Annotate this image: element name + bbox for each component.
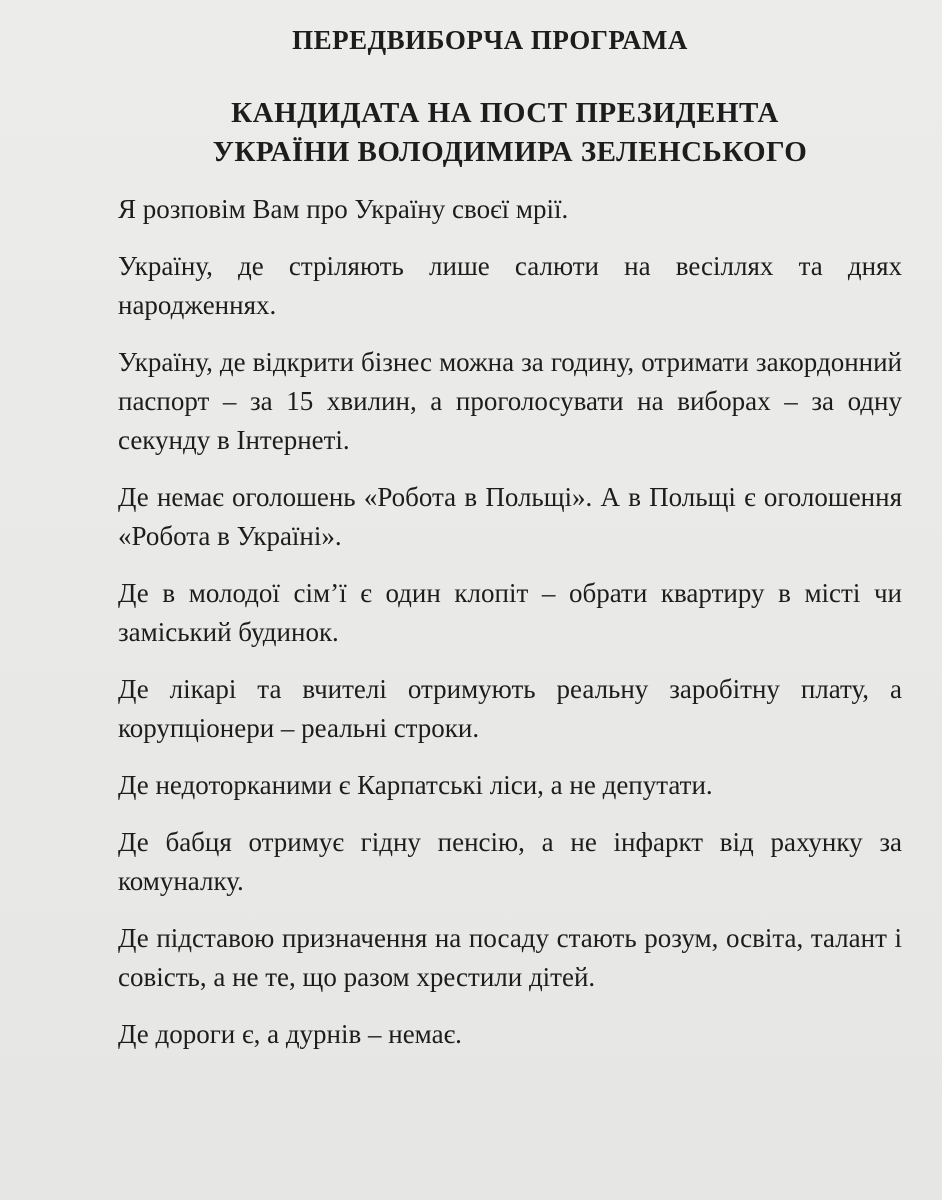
paragraph-final: Де дороги є, а дурнів – немає. <box>118 1018 462 1049</box>
paragraph: Де лікарі та вчителі отримують реальну заробітну плату, а корупціонери – реальні строки. <box>118 673 902 743</box>
document-title: ПЕРЕДВИБОРЧА ПРОГРАМА <box>292 25 688 55</box>
paragraph: Україну, де стріляють лише салюти на весіллях та днях народженнях. <box>118 250 902 320</box>
paragraph: Україну, де відкрити бізнес можна за годину, отримати закордонний паспорт – за 15 хвилин, а проголосувати на виборах – за одну секунду в Інтернеті. <box>118 346 902 455</box>
paragraph: Де підставою призначення на посаду стають розум, освіта, талант і совість, а не те, що разом хрестили дітей. <box>118 922 902 992</box>
paragraph: Де бабця отримує гідну пенсію, а не інфаркт від рахунку за комуналку. <box>118 826 902 896</box>
document-subtitle-line1: КАНДИДАТА НА ПОСТ ПРЕЗИДЕНТА <box>231 97 779 130</box>
paragraph: Де недоторканими є Карпатські ліси, а не депутати. <box>118 769 713 800</box>
document-subtitle-line2: УКРАЇНИ ВОЛОДИМИРА ЗЕЛЕНСЬКОГО <box>212 136 808 169</box>
paragraph: Де немає оголошень «Робота в Польщі». А в Польщі є оголошення «Робота в Україні». <box>118 481 902 551</box>
paragraph-intro: Я розповім Вам про Україну своєї мрії. <box>118 193 569 224</box>
program-text <box>118 190 902 1054</box>
paragraph: Де в молодої сім’ї є один клопіт – обрати квартиру в місті чи заміський будинок. <box>118 577 902 647</box>
